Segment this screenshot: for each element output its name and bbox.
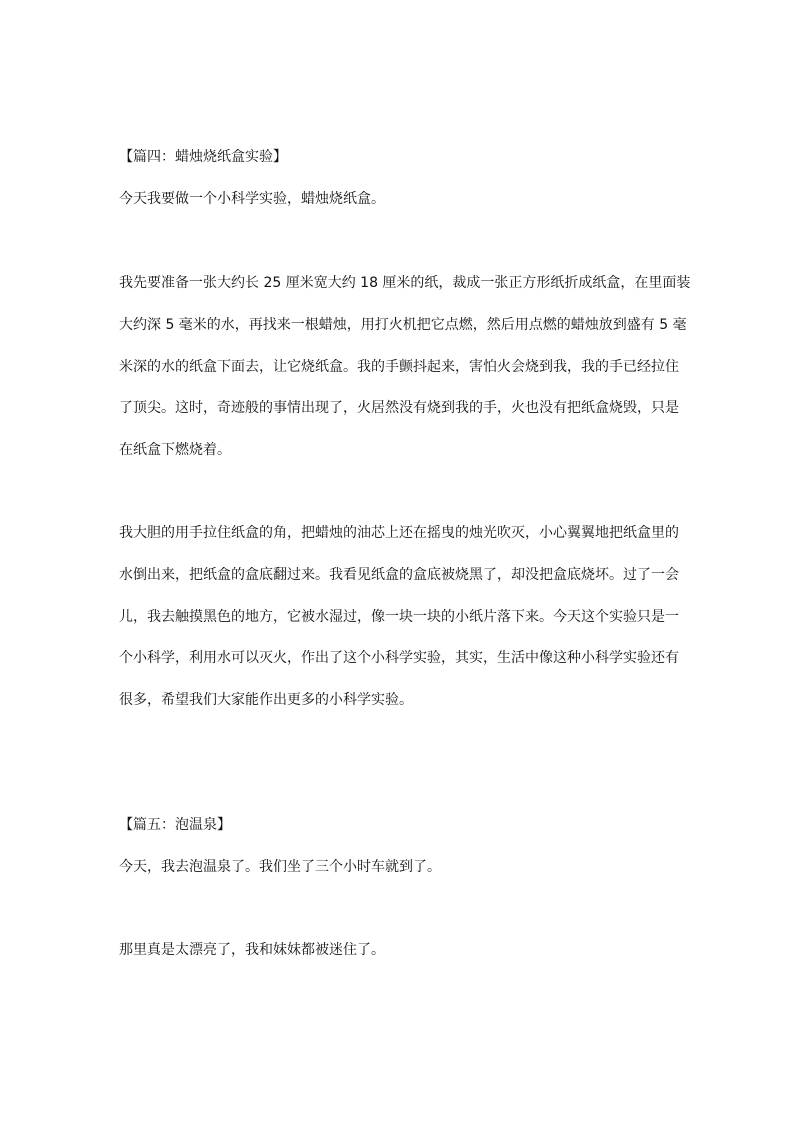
section-heading: 【篇五：泡温泉】 (119, 817, 231, 833)
paragraph-line: 很多，希望我们大家能作出更多的小科学实验。 (119, 692, 413, 708)
paragraph-line: 大约深 5 毫米的水，再找来一根蜡烛，用打火机把它点燃，然后用点燃的蜡烛放到盛有 5 毫 (119, 317, 687, 333)
paragraph-line: 我大胆的用手拉住纸盒的角，把蜡烛的油芯上还在摇曳的烛光吹灭，小心翼翼地把纸盒里的 (119, 525, 679, 541)
paragraph-line: 儿，我去触摸黑色的地方，它被水湿过，像一块一块的小纸片落下来。今天这个实验只是一 (119, 609, 679, 625)
paragraph-line: 我先要准备一张大约长 25 厘米宽大约 18 厘米的纸，裁成一张正方形纸折成纸盒，在里面装 (119, 275, 691, 291)
paragraph-line: 今天我要做一个小科学实验，蜡烛烧纸盒。 (119, 191, 385, 207)
paragraph-line: 米深的水的纸盒下面去，让它烧纸盒。我的手颤抖起来，害怕火会烧到我，我的手已经拉住 (119, 359, 679, 375)
paragraph-line: 在纸盒下燃烧着。 (119, 442, 231, 458)
section-heading: 【篇四：蜡烛烧纸盒实验】 (119, 149, 287, 165)
paragraph-line: 今天，我去泡温泉了。我们坐了三个小时车就到了。 (119, 859, 441, 875)
paragraph-line: 那里真是太漂亮了，我和妹妹都被迷住了。 (119, 942, 385, 958)
paragraph-line: 个小科学，利用水可以灭火，作出了这个小科学实验，其实，生活中像这种小科学实验还有 (119, 650, 679, 666)
paragraph-line: 了顶尖。这时，奇迹般的事情出现了，火居然没有烧到我的手，火也没有把纸盒烧毁，只是 (119, 400, 679, 416)
paragraph-line: 水倒出来，把纸盒的盒底翻过来。我看见纸盒的盒底被烧黑了，却没把盒底烧坏。过了一会 (119, 567, 679, 583)
